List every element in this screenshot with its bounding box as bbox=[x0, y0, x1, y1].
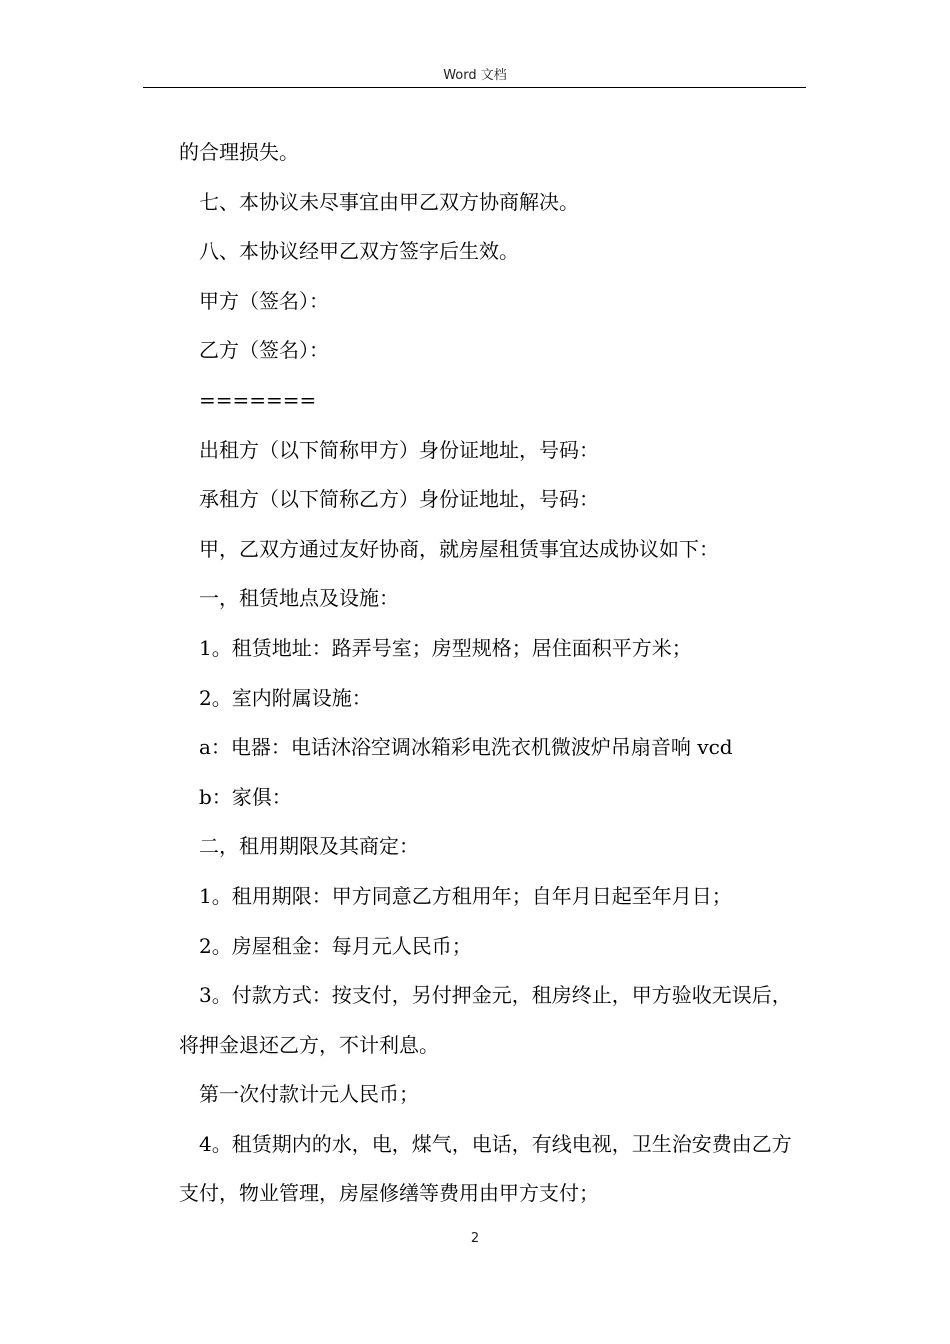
heading-section-2: 二，租用期限及其商定： bbox=[199, 834, 419, 859]
header-divider bbox=[143, 87, 806, 88]
paragraph-item-1-1: 1。租赁地址：路弄号室；房型规格；居住面积平方米； bbox=[199, 635, 692, 660]
signature-party-b: 乙方（签名）： bbox=[199, 338, 329, 363]
paragraph-item-1-2: 2。室内附属设施： bbox=[199, 685, 372, 710]
paragraph-clause-7: 七、本协议未尽事宜由甲乙双方协商解决。 bbox=[199, 189, 579, 214]
paragraph-item-a: a：电器：电话沐浴空调冰箱彩电洗衣机微波炉吊扇音响 vcd bbox=[199, 735, 733, 760]
document-body bbox=[179, 128, 799, 1219]
paragraph-lessee: 承租方（以下简称乙方）身份证地址，号码： bbox=[199, 487, 599, 512]
paragraph-continuation: 的合理损失。 bbox=[179, 140, 299, 164]
paragraph-item-2-4: 4。租赁期内的水，电，煤气，电话，有线电视，卫生治安费由乙方支付，物业管理，房屋修缮等费用由甲方支付； bbox=[179, 1131, 792, 1206]
paragraph-first-payment: 第一次付款计元人民币； bbox=[199, 1082, 419, 1107]
paragraph-agreement-intro: 甲，乙双方通过友好协商，就房屋租赁事宜达成协议如下： bbox=[199, 536, 719, 561]
page-header: Word 文档 bbox=[443, 68, 507, 83]
paragraph-lessor: 出租方（以下简称甲方）身份证地址，号码： bbox=[199, 437, 599, 462]
paragraph-clause-8: 八、本协议经甲乙双方签字后生效。 bbox=[199, 239, 519, 264]
signature-party-a: 甲方（签名）： bbox=[199, 288, 329, 313]
section-separator: ======= bbox=[199, 387, 317, 412]
paragraph-item-2-1: 1。租用期限：甲方同意乙方租用年；自年月日起至年月日； bbox=[199, 883, 732, 908]
page-number: 2 bbox=[470, 1231, 480, 1246]
paragraph-item-b: b：家俱： bbox=[199, 784, 292, 809]
paragraph-item-2-3: 3。付款方式：按支付，另付押金元，租房终止，甲方验收无误后，将押金退还乙方，不计利息。 bbox=[179, 983, 792, 1057]
paragraph-item-2-2: 2。房屋租金：每月元人民币； bbox=[199, 933, 472, 958]
heading-section-1: 一，租赁地点及设施： bbox=[199, 586, 399, 611]
